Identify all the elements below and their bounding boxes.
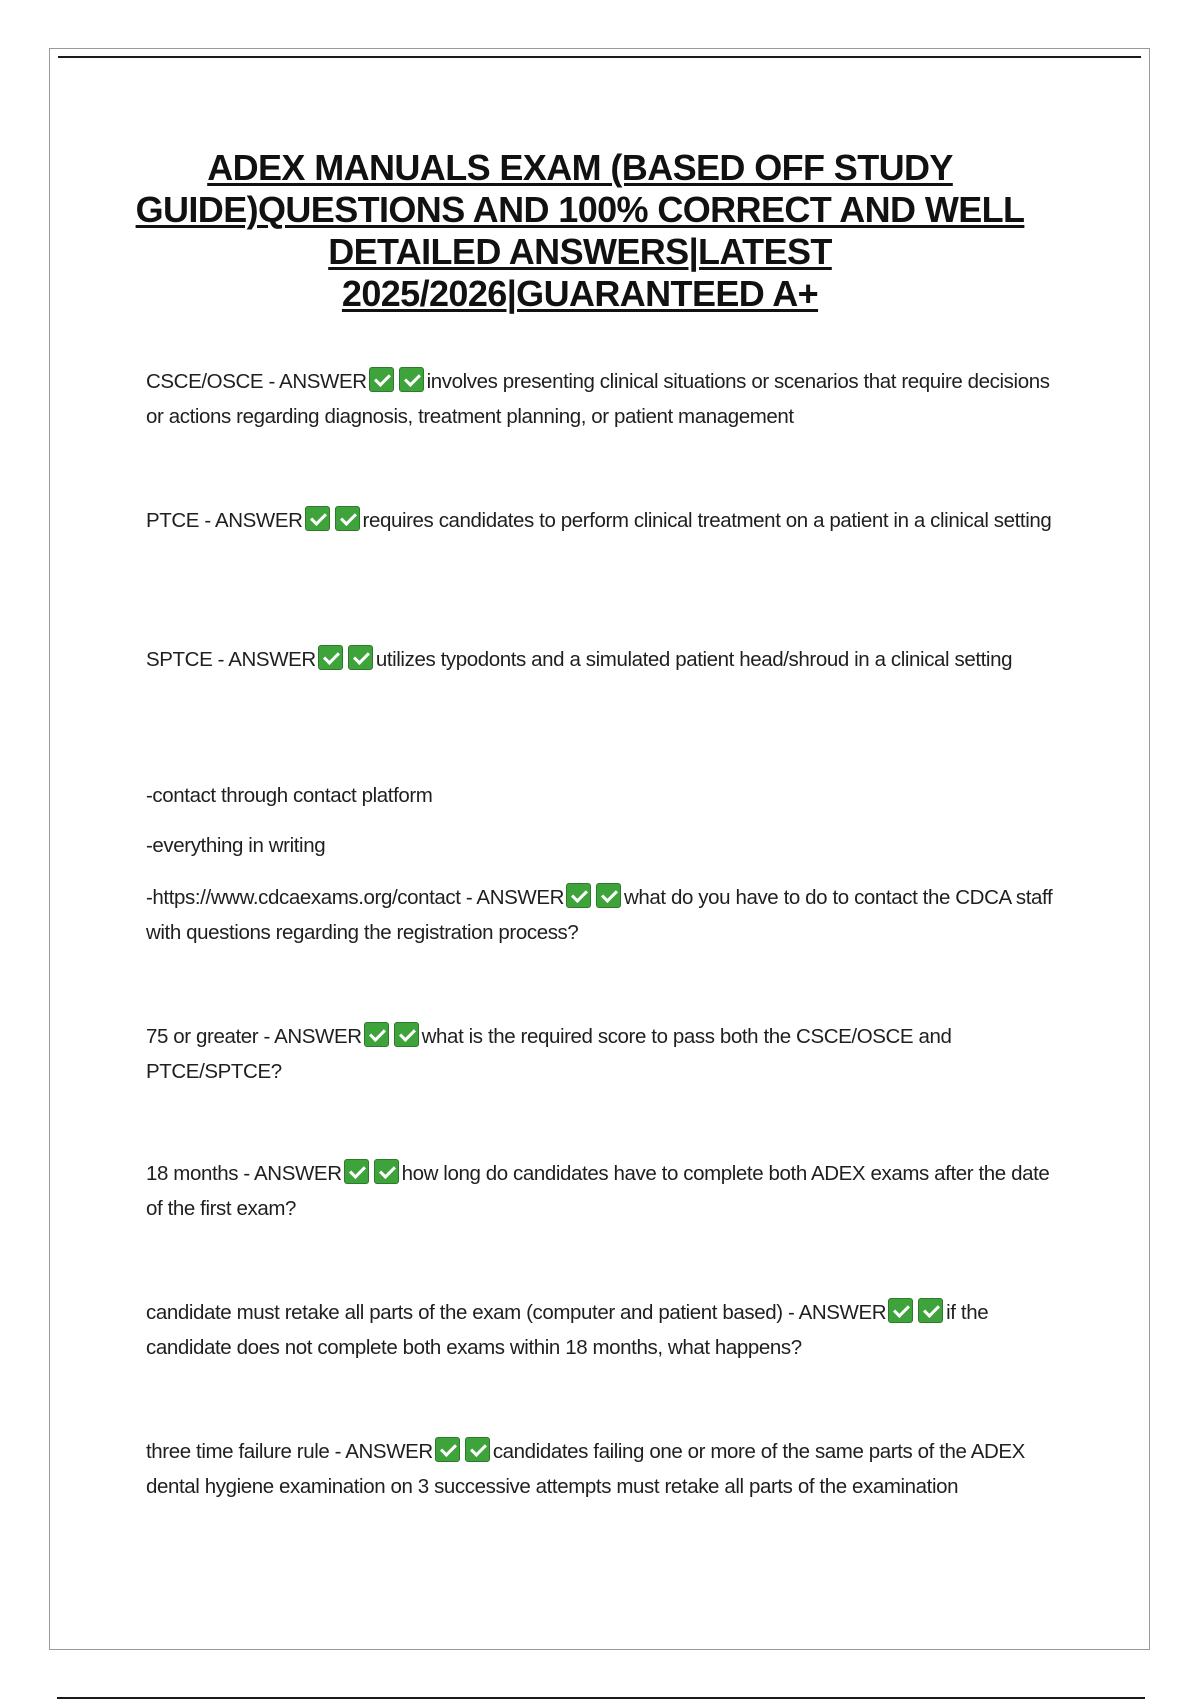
term: 18 months [146,1162,239,1185]
qa-entry: 18 months - ANSWER how long do candidates have to complete both ADEX exams after the date of the first exam? [146,1156,1066,1226]
green-check-mark-icon [344,1159,369,1184]
answer-text: what do you have to do to contact the CDCA staff with questions regarding the registration process? [146,886,1053,944]
green-check-mark-icon [888,1298,913,1323]
term: SPTCE [146,648,213,671]
answer-label: ANSWER [214,509,303,532]
term: candidate must retake all parts of the exam (computer and patient based) [146,1301,783,1324]
term: -https://www.cdcaexams.org/contact [146,886,461,909]
answer-text: how long do candidates have to complete both ADEX exams after the date of the first exam? [146,1162,1050,1220]
green-check-mark-icon [369,367,394,392]
answer-text: requires candidates to perform clinical treatment on a patient in a clinical setting [362,509,1052,532]
green-check-mark-icon [364,1022,389,1047]
green-check-mark-icon [399,367,424,392]
answer-label: ANSWER [274,1025,362,1048]
green-check-mark-icon [596,883,621,908]
qa-entry: PTCE - ANSWER requires candidates to perform clinical treatment on a patient in a clinical setting [146,503,1066,538]
qa-entry: SPTCE - ANSWER utilizes typodonts and a simulated patient head/shroud in a clinical setting [146,642,1066,677]
green-check-mark-icon [465,1437,490,1462]
answer-label: ANSWER [345,1440,433,1463]
answer-text: candidates failing one or more of the same parts of the ADEX dental hygiene examination on 3 successive attempts must retake all parts of the examination [146,1440,1025,1498]
bottom-rule [57,1697,1145,1699]
document-title: ADEX MANUALS EXAM (BASED OFF STUDY GUIDE)QUESTIONS AND 100% CORRECT AND WELL DETAILED ANSWERS|LATEST 2025/2026|GUARANTEED A+ [135,147,1025,314]
green-check-mark-icon [918,1298,943,1323]
green-check-mark-icon [435,1437,460,1462]
top-rule [58,56,1141,58]
green-check-mark-icon [335,506,360,531]
green-check-mark-icon [348,645,373,670]
green-check-mark-icon [374,1159,399,1184]
green-check-mark-icon [566,883,591,908]
answer-label: ANSWER [476,886,564,909]
term: 75 or greater [146,1025,259,1048]
answer-text: if the candidate does not complete both exams within 18 months, what happens? [146,1301,989,1359]
answer-text: involves presenting clinical situations or scenarios that require decisions or actions regarding diagnosis, treatment planning, or patient management [146,370,1050,428]
answer-label: ANSWER [228,648,316,671]
term: three time failure rule [146,1440,330,1463]
contact-line: -contact through contact platform [146,784,433,807]
green-check-mark-icon [305,506,330,531]
qa-entry: CSCE/OSCE - ANSWER involves presenting clinical situations or scenarios that require decisions or actions regarding diagnosis, treatment planning, or patient management [146,364,1066,434]
qa-entry: -https://www.cdcaexams.org/contact - ANSWER what do you have to do to contact the CDCA staff with questions regarding the registration process? [146,880,1066,950]
term: PTCE [146,509,200,532]
contact-line: -everything in writing [146,834,326,857]
answer-label: ANSWER [279,370,367,393]
green-check-mark-icon [318,645,343,670]
qa-entry: three time failure rule - ANSWER candidates failing one or more of the same parts of the ADEX dental hygiene examination on 3 successive attempts must retake all parts of the examination [146,1434,1066,1504]
green-check-mark-icon [394,1022,419,1047]
term: CSCE/OSCE [146,370,264,393]
answer-text: what is the required score to pass both the CSCE/OSCE and PTCE/SPTCE? [146,1025,952,1083]
qa-entry: candidate must retake all parts of the exam (computer and patient based) - ANSWER if the candidate does not complete both exams within 18 months, what happens? [146,1295,1066,1365]
answer-label: ANSWER [798,1301,887,1324]
answer-label: ANSWER [254,1162,342,1185]
answer-text: utilizes typodonts and a simulated patient head/shroud in a clinical setting [375,648,1013,671]
qa-entry: 75 or greater - ANSWER what is the required score to pass both the CSCE/OSCE and PTCE/SPTCE? [146,1019,1066,1089]
